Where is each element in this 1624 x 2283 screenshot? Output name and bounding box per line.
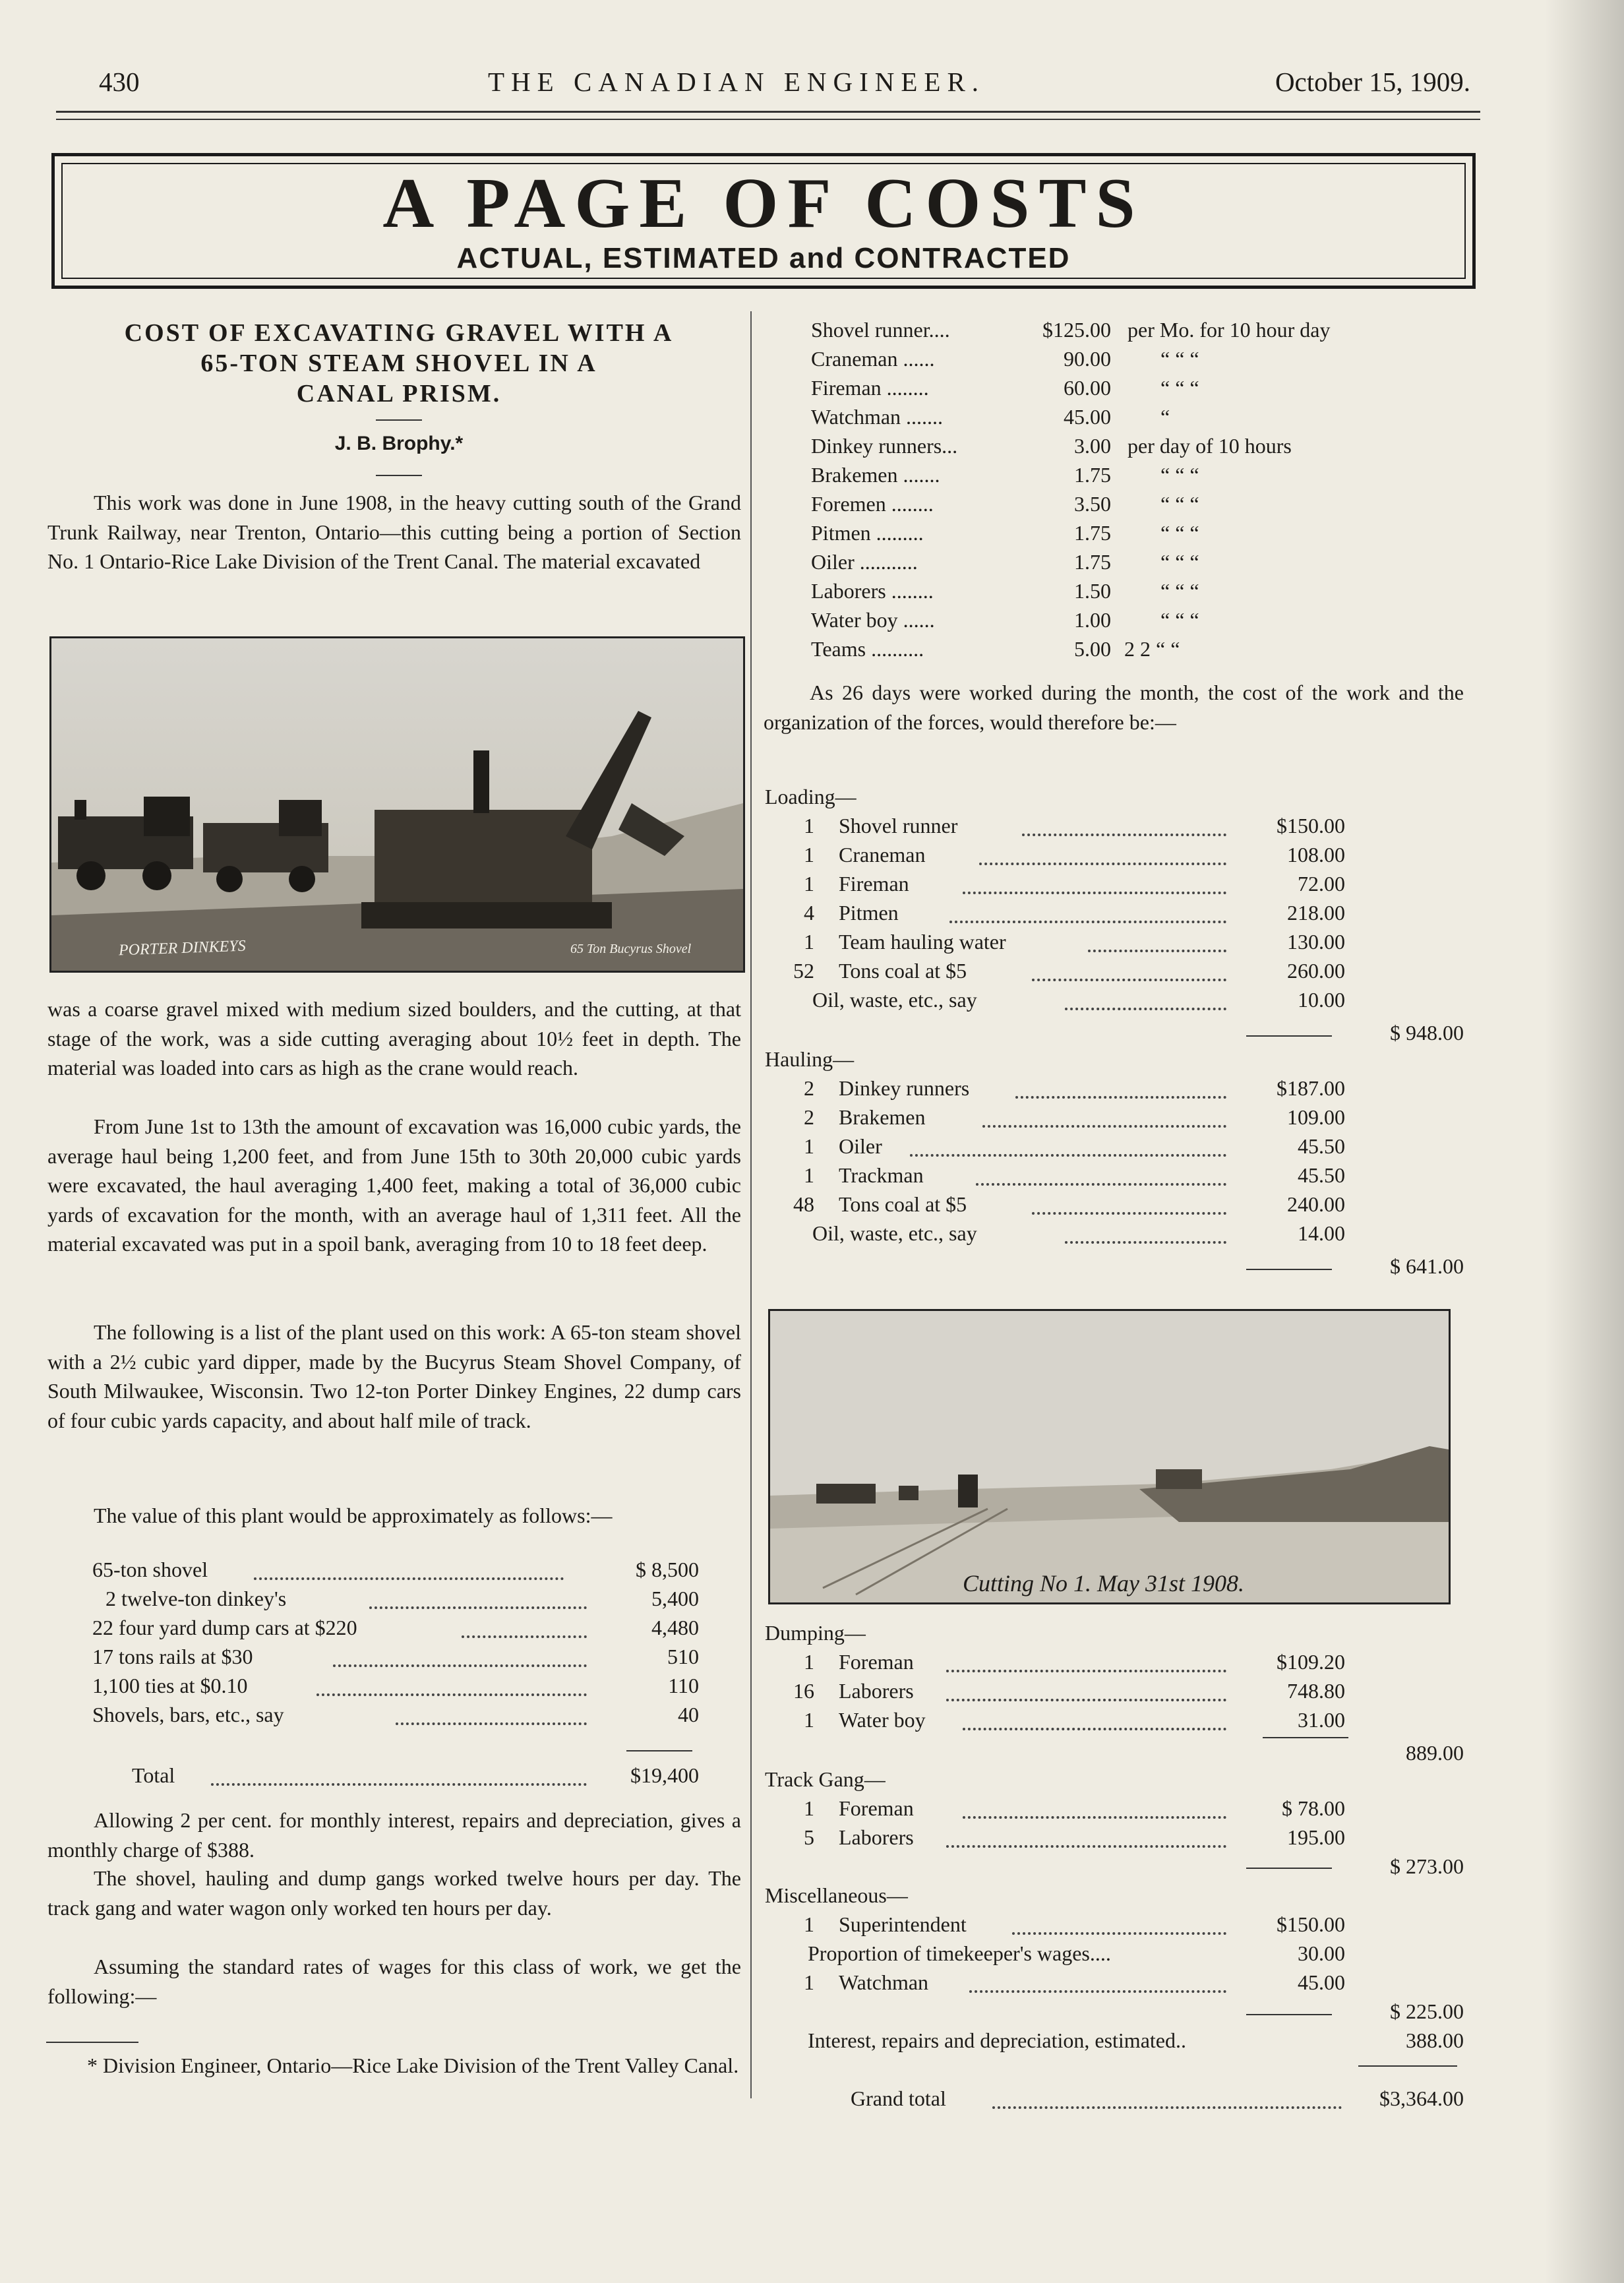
photo-caption-cutting: Cutting No 1. May 31st 1908. — [963, 1570, 1245, 1597]
plant-row: 17 tons rails at $30 510 — [92, 1645, 699, 1668]
grand-total-row — [765, 2086, 1464, 2116]
plant-row: 1,100 ties at $0.10 110 — [92, 1674, 699, 1697]
dumping-total: 889.00 — [1406, 1741, 1464, 1765]
issue-date: October 15, 1909. — [1275, 67, 1470, 97]
cost-row: 1 Team hauling water 130.00 — [804, 930, 1345, 954]
title-rule — [376, 419, 422, 421]
section-title-loading: Loading— — [765, 785, 857, 808]
loading-total: $ 948.00 — [1390, 1021, 1464, 1045]
column-divider — [750, 311, 752, 2098]
cost-row: 4 Pitmen 218.00 — [804, 901, 1345, 925]
cost-row: Oil, waste, etc., say 10.00 — [812, 988, 1345, 1012]
article-title-line-2: 65-TON STEAM SHOVEL IN A — [200, 350, 597, 377]
cost-row: 16 Laborers 748.80 — [793, 1679, 1345, 1703]
grand-total-label: Grand total — [851, 2086, 946, 2110]
header-rule-thin — [56, 119, 1480, 120]
interest-value: 388.00 — [1406, 2028, 1464, 2052]
paragraph-allowance: Allowing 2 per cent. for monthly interest, repairs and depreciation, gives a monthly charge of $388. — [47, 1808, 741, 1862]
miscellaneous-total: $ 225.00 — [1390, 1999, 1464, 2023]
plant-row: 65-ton shovel $ 8,500 — [92, 1558, 699, 1581]
interest-label: Interest, repairs and depreciation, estimated.. — [808, 2028, 1186, 2052]
author-rule — [376, 475, 422, 476]
cost-row: 1 Watchman 45.00 — [804, 1970, 1345, 1994]
banner-subtitle: ACTUAL, ESTIMATED and CONTRACTED — [456, 242, 1071, 274]
photo-caption-shovel: 65 Ton Bucyrus Shovel — [570, 942, 692, 956]
wage-rates-table: Shovel runner.... $125.00 per Mo. for 10 hour day Craneman ...... 90.00 “ “ “ Fireman ........ 60.00 “ “ “ Watchman ....... 45.00 “ Dinkey runners... 3.00 per day of 10 hours Brakemen ....... 1.75 “ “ “ Foremen ........ 3.50 “ “ “ Pitmen ......... 1.75 “ “ “ Oiler ........... 1.75 “ “ “ Laborers ........ 1.50 “ “ “ Water boy ...... 1.00 “ “ “ Teams .......... 5.00 2 2 “ “ — [811, 318, 1331, 661]
page-edge-shadow — [1545, 0, 1624, 2283]
plant-row: Shovels, bars, etc., say 40 — [92, 1703, 699, 1726]
hauling-total-rule — [1246, 1269, 1332, 1270]
track-gang-total-rule — [1246, 1868, 1332, 1869]
paragraph-assuming: Assuming the standard rates of wages for this class of work, we get the following:— — [47, 1955, 741, 2008]
loading-total-rule — [1246, 1035, 1332, 1037]
article-author: J. B. Brophy.* — [334, 433, 464, 454]
plant-total-row: Total $19,400 — [132, 1763, 699, 1787]
article-title-line-3: CANAL PRISM. — [296, 380, 502, 408]
miscellaneous-table — [765, 1912, 1345, 2005]
article-title-line-1: COST OF EXCAVATING GRAVEL WITH A — [124, 319, 674, 347]
banner-title: A PAGE OF COSTS — [382, 164, 1145, 243]
dumping-table — [765, 1650, 1345, 1742]
track-gang-table — [765, 1796, 1345, 1856]
cost-row: 1 Superintendent $150.00 — [804, 1912, 1345, 1936]
section-title-hauling: Hauling— — [765, 1047, 855, 1071]
cost-row: 1 Foreman $ 78.00 — [804, 1796, 1345, 1820]
section-title-miscellaneous: Miscellaneous— — [765, 1883, 908, 1907]
cost-row: Proportion of timekeeper's wages.... 30.00 — [808, 1941, 1345, 1965]
cost-row: Oil, waste, etc., say 14.00 — [812, 1221, 1345, 1245]
cost-row: 2 Dinkey runners $187.00 — [804, 1076, 1345, 1100]
paragraph-material: was a coarse gravel mixed with medium sized boulders, and the cutting, at that stage of the work, was a side cutting averaging about 10½ feet in depth. The material was loaded into cars as high as the crane would reach. — [47, 997, 741, 1080]
page-number: 430 — [99, 67, 140, 97]
cost-row: 48 Tons coal at $5 240.00 — [793, 1192, 1345, 1216]
footnote: * Division Engineer, Ontario—Rice Lake Division of the Trent Valley Canal. — [87, 2054, 739, 2077]
paragraph-hours: The shovel, hauling and dump gangs worked twelve hours per day. The track gang and water wagon only worked ten hours per day. — [47, 1866, 741, 1920]
plant-total-rule — [626, 1750, 692, 1751]
photo-caption-dinkeys: PORTER DINKEYS — [118, 937, 247, 959]
hauling-table — [765, 1076, 1345, 1254]
plant-row: 22 four yard dump cars at $220 4,480 — [92, 1616, 699, 1639]
cost-row: 1 Trackman 45.50 — [804, 1163, 1345, 1187]
cost-row: 5 Laborers 195.00 — [804, 1825, 1345, 1849]
dumping-total-rule — [1263, 1737, 1348, 1738]
cost-row: 1 Craneman 108.00 — [804, 843, 1345, 867]
steam-shovel-illustration — [51, 638, 743, 971]
grand-total-rule — [1358, 2065, 1457, 2067]
plant-row: 2 twelve-ton dinkey's 5,400 — [105, 1587, 699, 1610]
cost-row: 52 Tons coal at $5 260.00 — [793, 959, 1345, 983]
section-title-track-gang: Track Gang— — [765, 1767, 886, 1791]
paragraph-days-worked: As 26 days were worked during the month, the cost of the work and the organization of the forces, would therefore be:— — [764, 681, 1464, 734]
paragraph-excavation: From June 1st to 13th the amount of excavation was 16,000 cubic yards, the average haul being 1,200 feet, and from June 15th to 30th 20,000 cubic yards were excavated, the haul averaging 1,400 feet, making a total of 36,000 cubic yards of excavation for the month, with an average haul of 1,311 feet. All the material excavated was put in a spoil bank, averaging from 10 to 18 feet deep. — [47, 1114, 741, 1256]
cost-row: 1 Foreman $109.20 — [804, 1650, 1345, 1674]
steam-shovel-photo — [49, 636, 745, 973]
hauling-total: $ 641.00 — [1390, 1254, 1464, 1278]
journal-title: THE CANADIAN ENGINEER. — [488, 67, 986, 97]
header-rule — [56, 111, 1480, 113]
section-banner — [51, 153, 1476, 289]
footnote-rule — [46, 2042, 138, 2043]
paragraph-plant-list: The following is a list of the plant used on this work: A 65-ton steam shovel with a 2½ cubic yard dipper, made by the Bucyrus Steam Shovel Company, of South Milwaukee, Wisconsin. Two 12-ton Porter Dinkey Engines, 22 dump cars of four cubic yards capacity, and about half mile of track. — [47, 1320, 741, 1432]
plant-value-table — [92, 1558, 699, 1742]
cost-row: 1 Oiler 45.50 — [804, 1134, 1345, 1158]
cost-row: 1 Fireman 72.00 — [804, 872, 1345, 896]
miscellaneous-total-rule — [1246, 2014, 1332, 2015]
cutting-illustration — [770, 1311, 1449, 1602]
section-title-dumping: Dumping— — [765, 1621, 866, 1645]
running-header — [99, 66, 1470, 106]
intro-paragraph: This work was done in June 1908, in the heavy cutting south of the Grand Trunk Railway, near Trenton, Ontario—this cutting being a portion of Section No. 1 Ontario-Rice Lake Division of the Trent Canal. The material excavated — [47, 491, 741, 573]
track-gang-total: $ 273.00 — [1390, 1854, 1464, 1878]
cutting-photo — [768, 1309, 1451, 1604]
loading-table — [765, 814, 1345, 1018]
cost-row: 2 Brakemen 109.00 — [804, 1105, 1345, 1129]
cost-row: 1 Water boy 31.00 — [804, 1708, 1345, 1732]
cost-row: 1 Shovel runner $150.00 — [804, 814, 1345, 837]
paragraph-plant-value: The value of this plant would be approximately as follows:— — [94, 1504, 613, 1527]
grand-total-value: $3,364.00 — [1379, 2086, 1464, 2110]
